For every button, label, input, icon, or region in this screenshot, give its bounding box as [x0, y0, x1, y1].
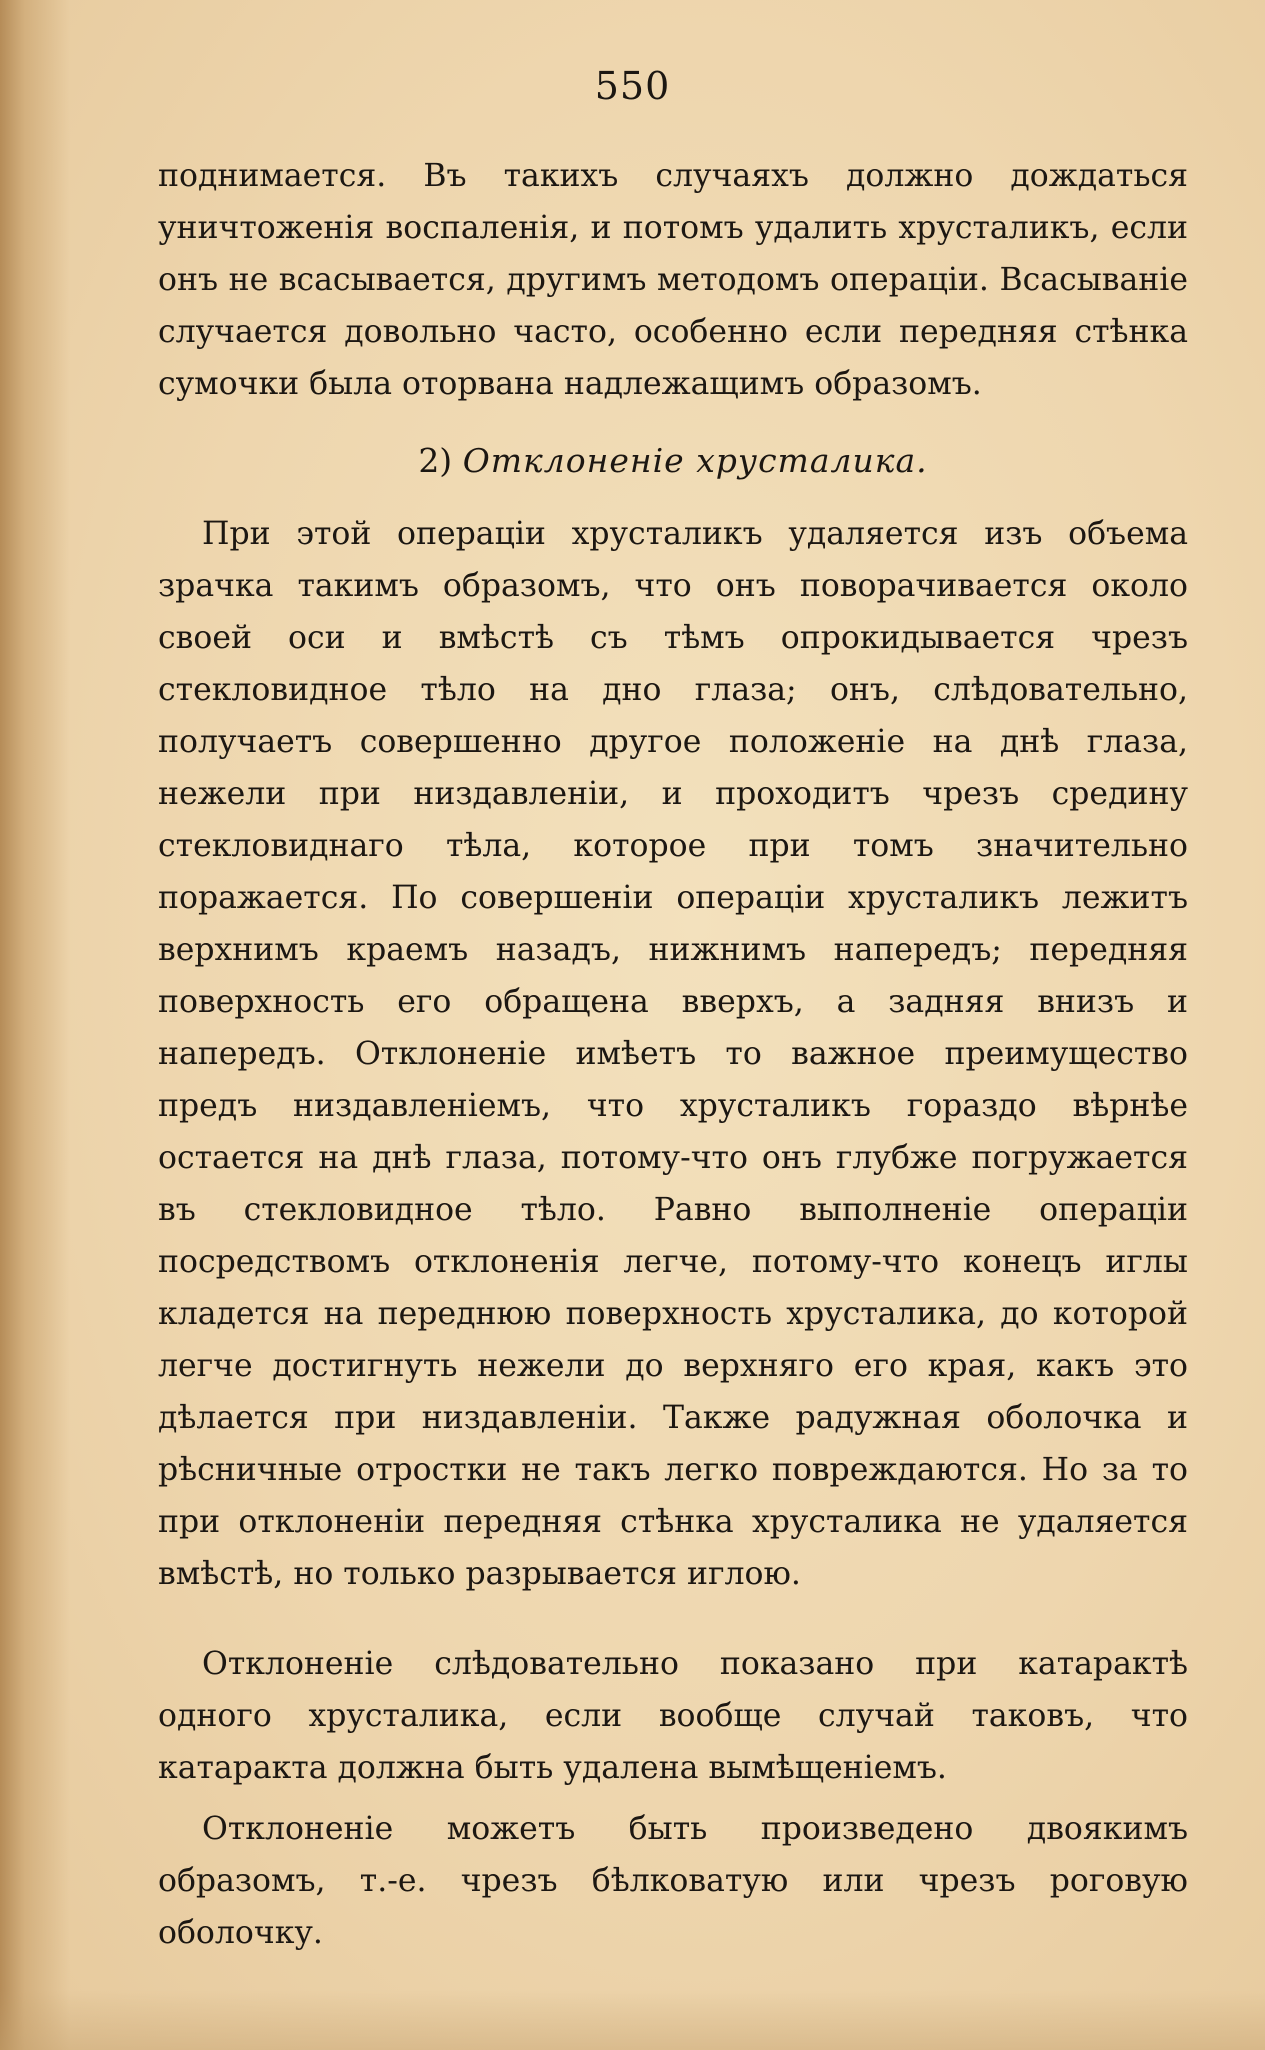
- paragraph-indication: [158, 1638, 1188, 1794]
- paragraph-continuation: [158, 150, 1188, 410]
- page-edge-shadow: [0, 0, 70, 2050]
- paragraph-text: Отклоненіе можетъ быть произведено двоякимъ образомъ, т.-е. чрезъ бѣлковатую или чрезъ роговую оболочку.: [158, 1811, 1188, 1951]
- section-title: Отклоненіе хрусталика.: [462, 441, 928, 480]
- paragraph-text: поднимается. Въ такихъ случаяхъ должно дождаться уничтоженія воспаленія, и потомъ удалить хрусталикъ, если онъ не всасывается, другимъ методомъ операціи. Всасываніе случается довольно часто, особенно если передняя стѣнка сумочки была оторвана надлежащимъ образомъ.: [158, 158, 1188, 402]
- paragraph-methods: [158, 1803, 1188, 1959]
- paragraph-text: При этой операціи хрусталикъ удаляется изъ объема зрачка такимъ образомъ, что онъ поворачивается около своей оси и вмѣстѣ съ тѣмъ опрокидывается чрезъ стекловидное тѣло на дно глаза; онъ, слѣдовательно, получаетъ совершенно другое положеніе на днѣ глаза, нежели при низдавленіи, и проходитъ чрезъ средину стекловиднаго тѣла, которое при томъ значительно поражается. По совершеніи операціи хрусталикъ лежитъ верхнимъ краемъ назадъ, нижнимъ напередъ; передняя поверхность его обращена вверхъ, а задняя внизъ и напередъ. Отклоненіе имѣетъ то важное преимущество предъ низдавленіемъ, что хрусталикъ гораздо вѣрнѣе остается на днѣ глаза, потому-что онъ глубже погружается въ стекловидное тѣло. Равно выполненіе операціи посредствомъ отклоненія легче, потому-что конецъ иглы кладется на переднюю поверхность хрусталика, до которой легче достигнуть нежели до верхняго его края, какъ это дѣлается при низдавленіи. Также радужная оболочка и рѣсничные отростки не такъ легко повреждаются. Но за то при отклоненіи передняя стѣнка хрусталика не удаляется вмѣстѣ, но только разрывается иглою.: [158, 516, 1188, 1592]
- section-heading: [158, 435, 1188, 487]
- page-bottom-shadow: [0, 1990, 1265, 2050]
- section-number: 2): [418, 441, 453, 480]
- page-number: 550: [594, 64, 671, 108]
- paragraph-text: Отклоненіе слѣдовательно показано при катарактѣ одного хрусталика, если вообще случай таковъ, что катаракта должна быть удалена вымѣщеніемъ.: [158, 1646, 1188, 1786]
- paragraph-main: [158, 508, 1188, 1600]
